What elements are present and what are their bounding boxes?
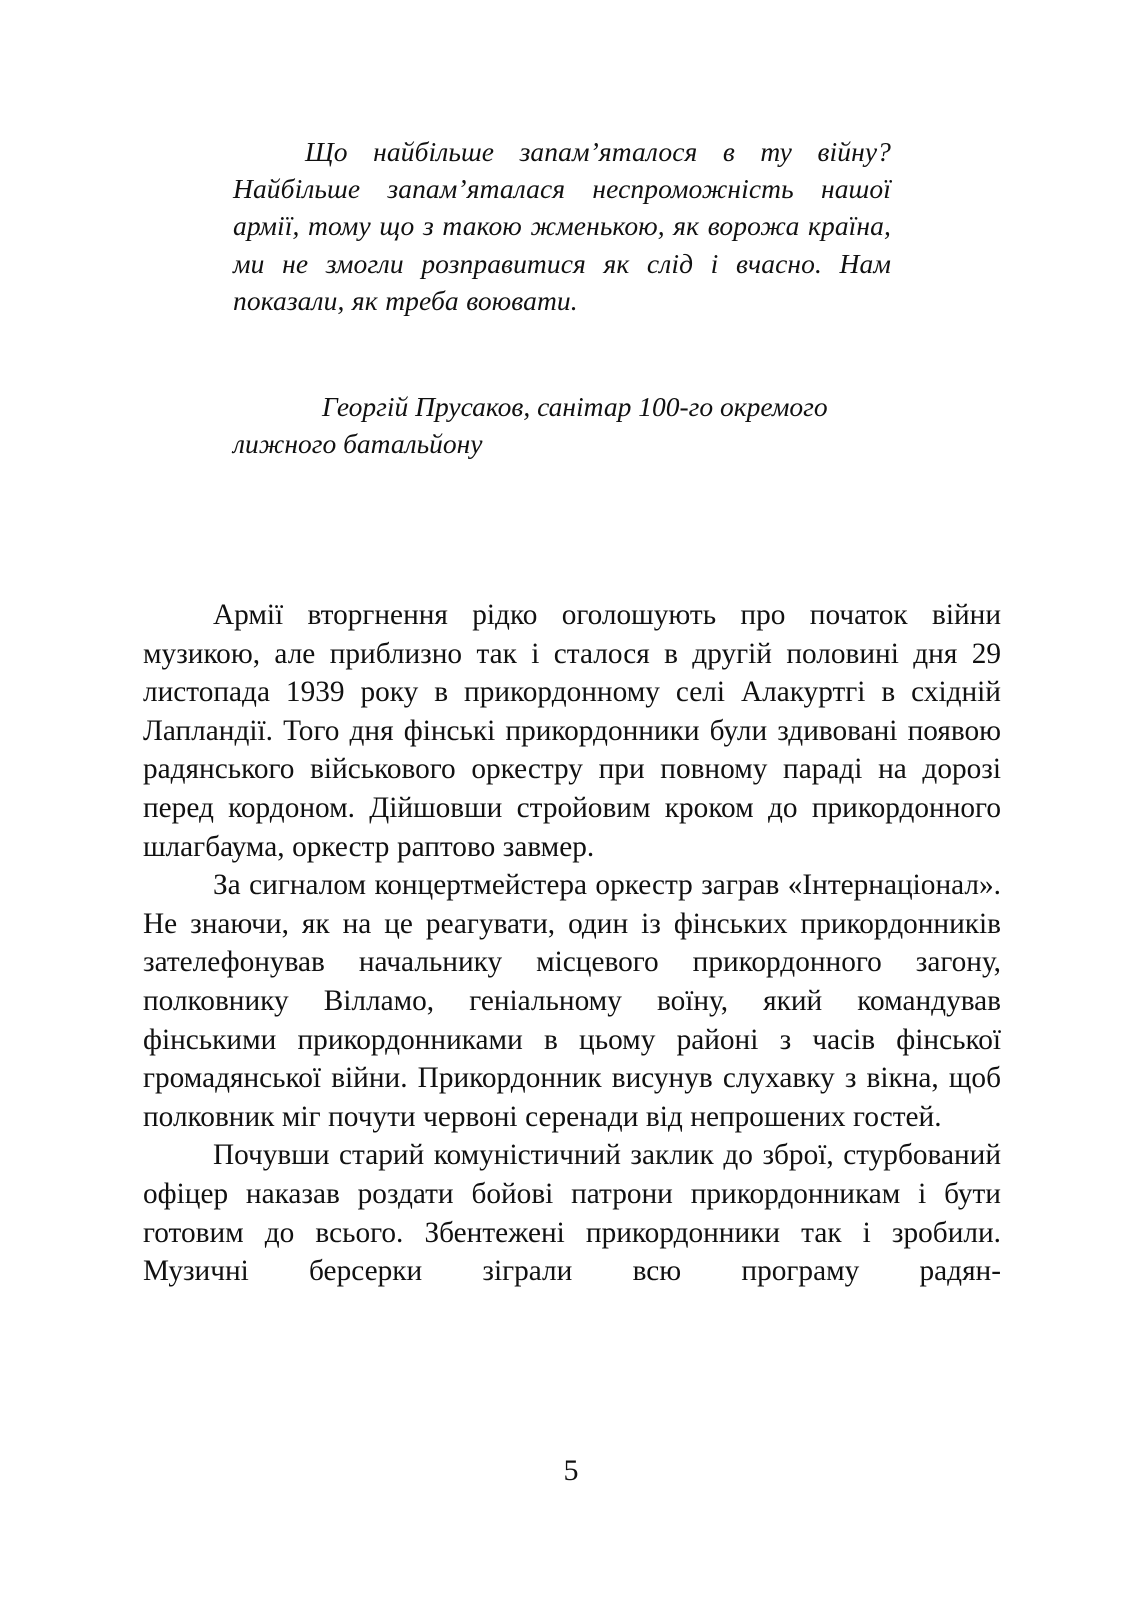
epigraph-attribution-text: Георгій Прусаков, санітар 100-го окремого лижного батальйону: [233, 391, 828, 460]
body-text: [143, 596, 1001, 1291]
epigraph-text: Що найбільше запам’яталося в ту війну? Найбільше запам’яталася неспроможність нашої армії, тому що з такою жменькою, як ворожа країна, ми не змогли розправитися як слід і вчасно. Нам показали, як треба воювати.: [233, 136, 891, 316]
body-paragraph-3: Почувши старий комуністичний заклик до зброї, стурбований офіцер наказав роздати бойові патрони прикордонникам і бути готовим до всього. Збентежені прикордонники так і зробили. Музичні берсерки зіграли всю програму радян-: [143, 1139, 1001, 1288]
body-paragraph-2: За сигналом концертмейстера оркестр заграв «Інтернаціонал». Не знаючи, як на це реагувати, один із фінських прикордонників зателефонував начальнику місцевого прикордонного загону, полковнику Вілламо, геніальному воїну, який командував фінськими прикордонниками в цьому районі з часів фінської громадянської війни. Прикордонник висунув слухавку з вікна, щоб полковник міг почути червоні серенади від непрошених гостей.: [143, 869, 1001, 1133]
epigraph-attribution: [233, 388, 891, 462]
page-number: 5: [563, 1454, 579, 1487]
epigraph: [233, 133, 891, 319]
body-paragraph-1: Армії вторгнення рідко оголошують про початок війни музикою, але приблизно так і сталося в другій половині дня 29 листопада 1939 року в прикордонному селі Алакуртгі в східній Лапландії. Того дня фінські прикордонники були здивовані появою радянського військового оркестру при повному параді на дорозі перед кордоном. Дійшовши стройовим кроком до прикордонного шлагбаума, оркестр раптово завмер.: [143, 599, 1001, 863]
